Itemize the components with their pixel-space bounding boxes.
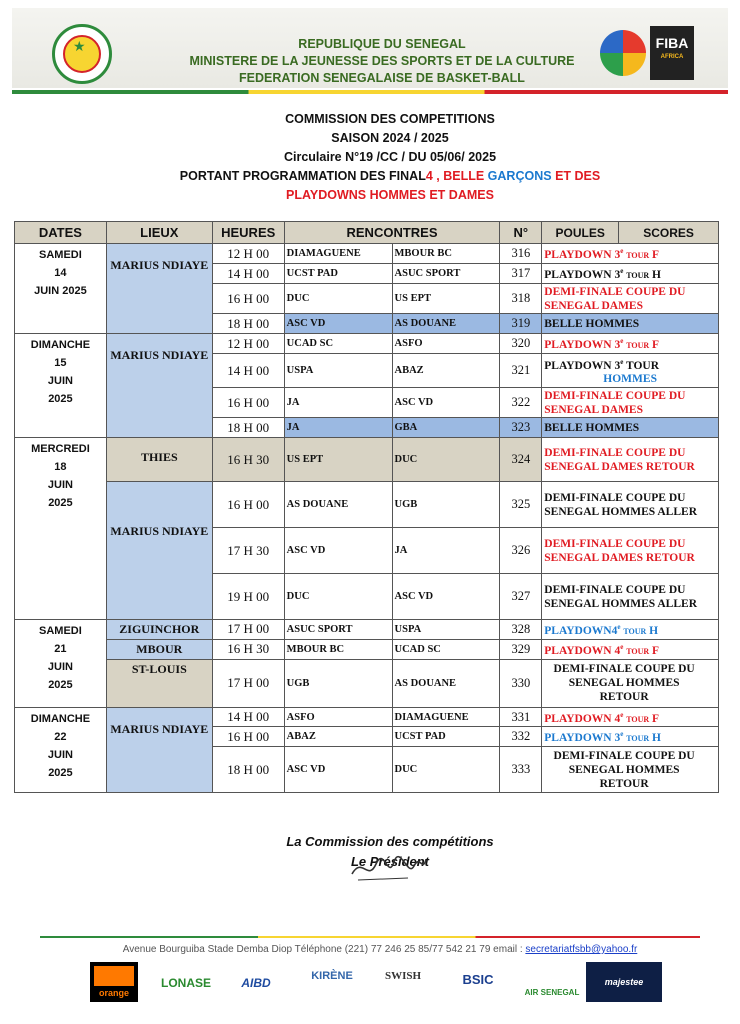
match-result: [542, 707, 719, 727]
header-federation: FEDERATION SENEGALAISE DE BASKET-BALL: [239, 71, 525, 85]
result-label: PLAYDOWN 3: [544, 732, 621, 745]
handwritten-signature: [348, 852, 428, 886]
result-label: BELLE HOMMES: [544, 421, 640, 434]
match-number: 317: [500, 264, 542, 284]
match-hour: 17 H 00: [212, 659, 284, 707]
match-away-team: DUC: [392, 747, 500, 793]
footer-divider: [40, 936, 700, 938]
table-row: [15, 438, 719, 482]
header-poules: POULES: [542, 222, 619, 244]
match-away-team: DIAMAGUENE: [392, 707, 500, 727]
match-hour: 14 H 00: [212, 354, 284, 388]
match-away-team: ABAZ: [392, 354, 500, 388]
date-line: JUIN 2025: [34, 285, 87, 297]
match-away-team: UCST PAD: [392, 727, 500, 747]
result-tail: F: [652, 712, 660, 725]
date-line: 21: [54, 643, 67, 655]
result-tail: F: [652, 644, 660, 657]
match-hour: 16 H 00: [212, 482, 284, 528]
result-tail: H: [652, 268, 661, 281]
match-number: 328: [500, 620, 542, 640]
result-label: PLAYDOWN 3: [544, 268, 621, 281]
date-line: JUIN: [47, 748, 73, 761]
match-hour: 18 H 00: [212, 747, 284, 793]
header-scores: SCORES: [619, 222, 719, 244]
result-tour: TOUR: [626, 714, 650, 724]
footer-address: Avenue Bourguiba Stade Demba Diop Téléphone (221) 77 246 25 85/77 542 21 79 email : secretariatfsbb@yahoo.fr: [122, 944, 638, 955]
header-republic: REPUBLIQUE DU SENEGAL: [298, 37, 466, 51]
result-label: PLAYDOWN4: [544, 624, 618, 637]
result-label: DEMI-FINALE COUPE DU SENEGAL HOMMES RETOUR: [553, 749, 695, 790]
match-result: [542, 388, 719, 418]
title-commission: COMMISSION DES COMPETITIONS: [285, 112, 495, 126]
match-date: [15, 620, 107, 708]
match-home-team: DUC: [284, 284, 392, 314]
result-line2: HOMMES: [603, 373, 657, 386]
match-away-team: USPA: [392, 620, 500, 640]
match-hour: 17 H 30: [212, 528, 284, 574]
match-home-team: UGB: [284, 659, 392, 707]
result-tour: TOUR: [623, 626, 647, 636]
match-away-team: AS DOUANE: [392, 314, 500, 334]
match-away-team: UGB: [392, 482, 500, 528]
match-hour: 16 H 00: [212, 284, 284, 314]
match-result: [542, 574, 719, 620]
match-home-team: ASC VD: [284, 314, 392, 334]
date-line: 15: [54, 357, 67, 369]
title-playdowns: PLAYDOWNS HOMMES ET DAMES: [286, 188, 494, 202]
match-result: [542, 438, 719, 482]
match-number: 319: [500, 314, 542, 334]
document-titles: [120, 110, 660, 205]
result-tour: TOUR: [625, 359, 660, 372]
title-programmation: PORTANT PROGRAMMATION DES FINAL4 , BELLE GARÇONS ET DES: [179, 169, 601, 183]
sponsor-logos: [90, 962, 670, 1006]
match-number: 316: [500, 244, 542, 264]
air-senegal-logo: AIR SENEGAL: [524, 988, 580, 997]
result-label: DEMI-FINALE COUPE DU SENEGAL HOMMES RETOUR: [553, 663, 695, 704]
result-tail: H: [649, 624, 659, 637]
swish-logo: SWISH: [384, 970, 422, 982]
table-row: [15, 334, 719, 354]
fiba-africa-logo: FIBA AFRICA: [600, 24, 700, 84]
date-line: DIMANCHE: [30, 712, 91, 725]
table-row: [15, 707, 719, 727]
date-line: 22: [54, 730, 67, 743]
header-lieux: LIEUX: [106, 222, 212, 244]
signature-president: Le Président: [350, 854, 430, 869]
match-hour: 16 H 00: [212, 727, 284, 747]
aibd-logo: AIBD: [241, 976, 271, 990]
result-label: PLAYDOWN 3: [544, 248, 621, 261]
match-result: [542, 418, 719, 438]
header-divider: [12, 90, 728, 94]
match-venue: MBOUR: [106, 639, 212, 659]
date-line: MERCREDI: [31, 443, 90, 455]
result-tour: TOUR: [626, 734, 650, 744]
match-hour: 16 H 00: [212, 388, 284, 418]
match-result: [542, 528, 719, 574]
match-date: [15, 334, 107, 438]
result-tail: F: [652, 248, 660, 261]
date-line: DIMANCHE: [30, 339, 91, 351]
match-home-team: US EPT: [284, 438, 392, 482]
match-away-team: DUC: [392, 438, 500, 482]
match-home-team: ASC VD: [284, 528, 392, 574]
match-number: 332: [500, 727, 542, 747]
match-number: 331: [500, 707, 542, 727]
match-home-team: USPA: [284, 354, 392, 388]
date-line: 2025: [48, 679, 73, 691]
result-label: PLAYDOWN 4: [544, 644, 621, 657]
match-date: [15, 244, 107, 334]
date-line: 2025: [48, 393, 73, 405]
table-row: [15, 482, 719, 528]
match-home-team: ABAZ: [284, 727, 392, 747]
result-label: PLAYDOWN 3: [544, 359, 621, 372]
match-result: [542, 620, 719, 640]
match-result: [542, 314, 719, 334]
header-ministry: MINISTERE DE LA JEUNESSE DES SPORTS ET DE LA CULTURE: [189, 54, 575, 68]
match-hour: 18 H 00: [212, 418, 284, 438]
match-number: 323: [500, 418, 542, 438]
date-line: 18: [54, 461, 67, 473]
match-result: [542, 659, 719, 707]
result-label: PLAYDOWN 4: [544, 712, 621, 725]
match-number: 320: [500, 334, 542, 354]
date-line: 14: [54, 267, 67, 279]
header-banner: [12, 8, 728, 88]
result-label: PLAYDOWN 3: [544, 338, 621, 351]
match-number: 322: [500, 388, 542, 418]
match-venue: MARIUS NDIAYE: [106, 244, 212, 334]
result-tour: TOUR: [626, 646, 650, 656]
schedule-table: [14, 221, 719, 793]
match-number: 330: [500, 659, 542, 707]
match-away-team: UCAD SC: [392, 639, 500, 659]
result-tail: H: [652, 732, 661, 745]
lonase-logo: LONASE: [160, 976, 211, 990]
match-date: [15, 707, 107, 793]
schedule-body: [15, 244, 719, 793]
match-home-team: AS DOUANE: [284, 482, 392, 528]
match-result: [542, 639, 719, 659]
match-hour: 17 H 00: [212, 620, 284, 640]
match-home-team: ASFO: [284, 707, 392, 727]
kirene-logo: KIRÈNE: [311, 970, 353, 982]
majestee-logo: majestee: [586, 962, 662, 1002]
match-number: 329: [500, 639, 542, 659]
match-home-team: DUC: [284, 574, 392, 620]
result-sup: e: [620, 337, 624, 346]
header-dates: DATES: [15, 222, 107, 244]
match-number: 326: [500, 528, 542, 574]
match-result: [542, 482, 719, 528]
bsic-logo: BSIC: [462, 972, 494, 987]
match-hour: 19 H 00: [212, 574, 284, 620]
match-result: [542, 244, 719, 264]
result-label: DEMI-FINALE COUPE DU SENEGAL DAMES: [544, 285, 686, 312]
match-home-team: JA: [284, 418, 392, 438]
result-label: DEMI-FINALE COUPE DU SENEGAL HOMMES ALLER: [544, 491, 697, 518]
match-away-team: ASFO: [392, 334, 500, 354]
match-venue: THIES: [106, 438, 212, 482]
date-line: SAMEDI: [39, 249, 82, 261]
match-hour: 16 H 30: [212, 639, 284, 659]
match-result: [542, 727, 719, 747]
footer-email-link[interactable]: secretariatfsbb@yahoo.fr: [525, 944, 638, 955]
match-away-team: ASUC SPORT: [392, 264, 500, 284]
result-sup: e: [620, 267, 624, 276]
result-sup: e: [620, 730, 624, 739]
match-away-team: MBOUR BC: [392, 244, 500, 264]
title-circulaire: Circulaire N°19 /CC / DU 05/06/ 2025: [283, 150, 497, 164]
match-venue: ST-LOUIS: [106, 659, 212, 707]
match-hour: 12 H 00: [212, 244, 284, 264]
header-num: N°: [500, 222, 542, 244]
match-result: [542, 284, 719, 314]
result-sup: e: [620, 642, 624, 651]
result-tail: F: [652, 338, 660, 351]
match-home-team: ASUC SPORT: [284, 620, 392, 640]
match-away-team: ASC VD: [392, 574, 500, 620]
result-sup: e: [620, 247, 624, 256]
match-hour: 16 H 30: [212, 438, 284, 482]
match-home-team: UCST PAD: [284, 264, 392, 284]
match-venue: MARIUS NDIAYE: [106, 334, 212, 438]
match-hour: 12 H 00: [212, 334, 284, 354]
header-text: [132, 36, 632, 87]
result-label: DEMI-FINALE COUPE DU SENEGAL DAMES RETOUR: [544, 446, 695, 473]
match-away-team: GBA: [392, 418, 500, 438]
header-rencontres: RENCONTRES: [284, 222, 500, 244]
date-line: JUIN: [47, 375, 73, 387]
result-tour: TOUR: [626, 270, 650, 280]
date-line: SAMEDI: [39, 625, 82, 637]
header-heures: HEURES: [212, 222, 284, 244]
orange-logo: orange: [90, 962, 138, 1002]
match-number: 321: [500, 354, 542, 388]
match-number: 333: [500, 747, 542, 793]
match-home-team: DIAMAGUENE: [284, 244, 392, 264]
table-row: [15, 620, 719, 640]
match-number: 318: [500, 284, 542, 314]
table-row: [15, 244, 719, 264]
fsbb-seal-logo: ★: [52, 24, 112, 84]
match-away-team: ASC VD: [392, 388, 500, 418]
date-line: 2025: [48, 766, 73, 779]
match-home-team: UCAD SC: [284, 334, 392, 354]
match-result: [542, 264, 719, 284]
match-number: 325: [500, 482, 542, 528]
result-label: DEMI-FINALE COUPE DU SENEGAL DAMES RETOUR: [544, 537, 695, 564]
date-line: 2025: [48, 497, 73, 509]
match-hour: 14 H 00: [212, 707, 284, 727]
table-row: [15, 659, 719, 707]
match-away-team: US EPT: [392, 284, 500, 314]
match-result: [542, 334, 719, 354]
match-date: [15, 438, 107, 620]
match-hour: 14 H 00: [212, 264, 284, 284]
result-sup: e: [620, 710, 624, 719]
result-sup: e: [617, 623, 621, 631]
result-tour: TOUR: [626, 340, 650, 350]
result-label: DEMI-FINALE COUPE DU SENEGAL HOMMES ALLER: [544, 583, 697, 610]
result-label: DEMI-FINALE COUPE DU SENEGAL DAMES: [544, 389, 686, 416]
match-venue: MARIUS NDIAYE: [106, 482, 212, 620]
match-away-team: AS DOUANE: [392, 659, 500, 707]
match-home-team: ASC VD: [284, 747, 392, 793]
result-sup: e: [620, 357, 624, 366]
match-number: 324: [500, 438, 542, 482]
match-result: [542, 747, 719, 793]
signature-commission: La Commission des compétitions: [286, 834, 494, 849]
match-home-team: JA: [284, 388, 392, 418]
title-season: SAISON 2024 / 2025: [331, 131, 449, 145]
table-header-row: [15, 222, 719, 244]
table-row: [15, 639, 719, 659]
match-away-team: JA: [392, 528, 500, 574]
match-venue: MARIUS NDIAYE: [106, 707, 212, 793]
match-number: 327: [500, 574, 542, 620]
result-tour: TOUR: [626, 250, 650, 260]
match-result: [542, 354, 719, 388]
date-line: JUIN: [47, 479, 73, 491]
date-line: JUIN: [47, 661, 73, 673]
result-label: BELLE HOMMES: [544, 317, 640, 330]
match-venue: ZIGUINCHOR: [106, 620, 212, 640]
match-hour: 18 H 00: [212, 314, 284, 334]
match-home-team: MBOUR BC: [284, 639, 392, 659]
